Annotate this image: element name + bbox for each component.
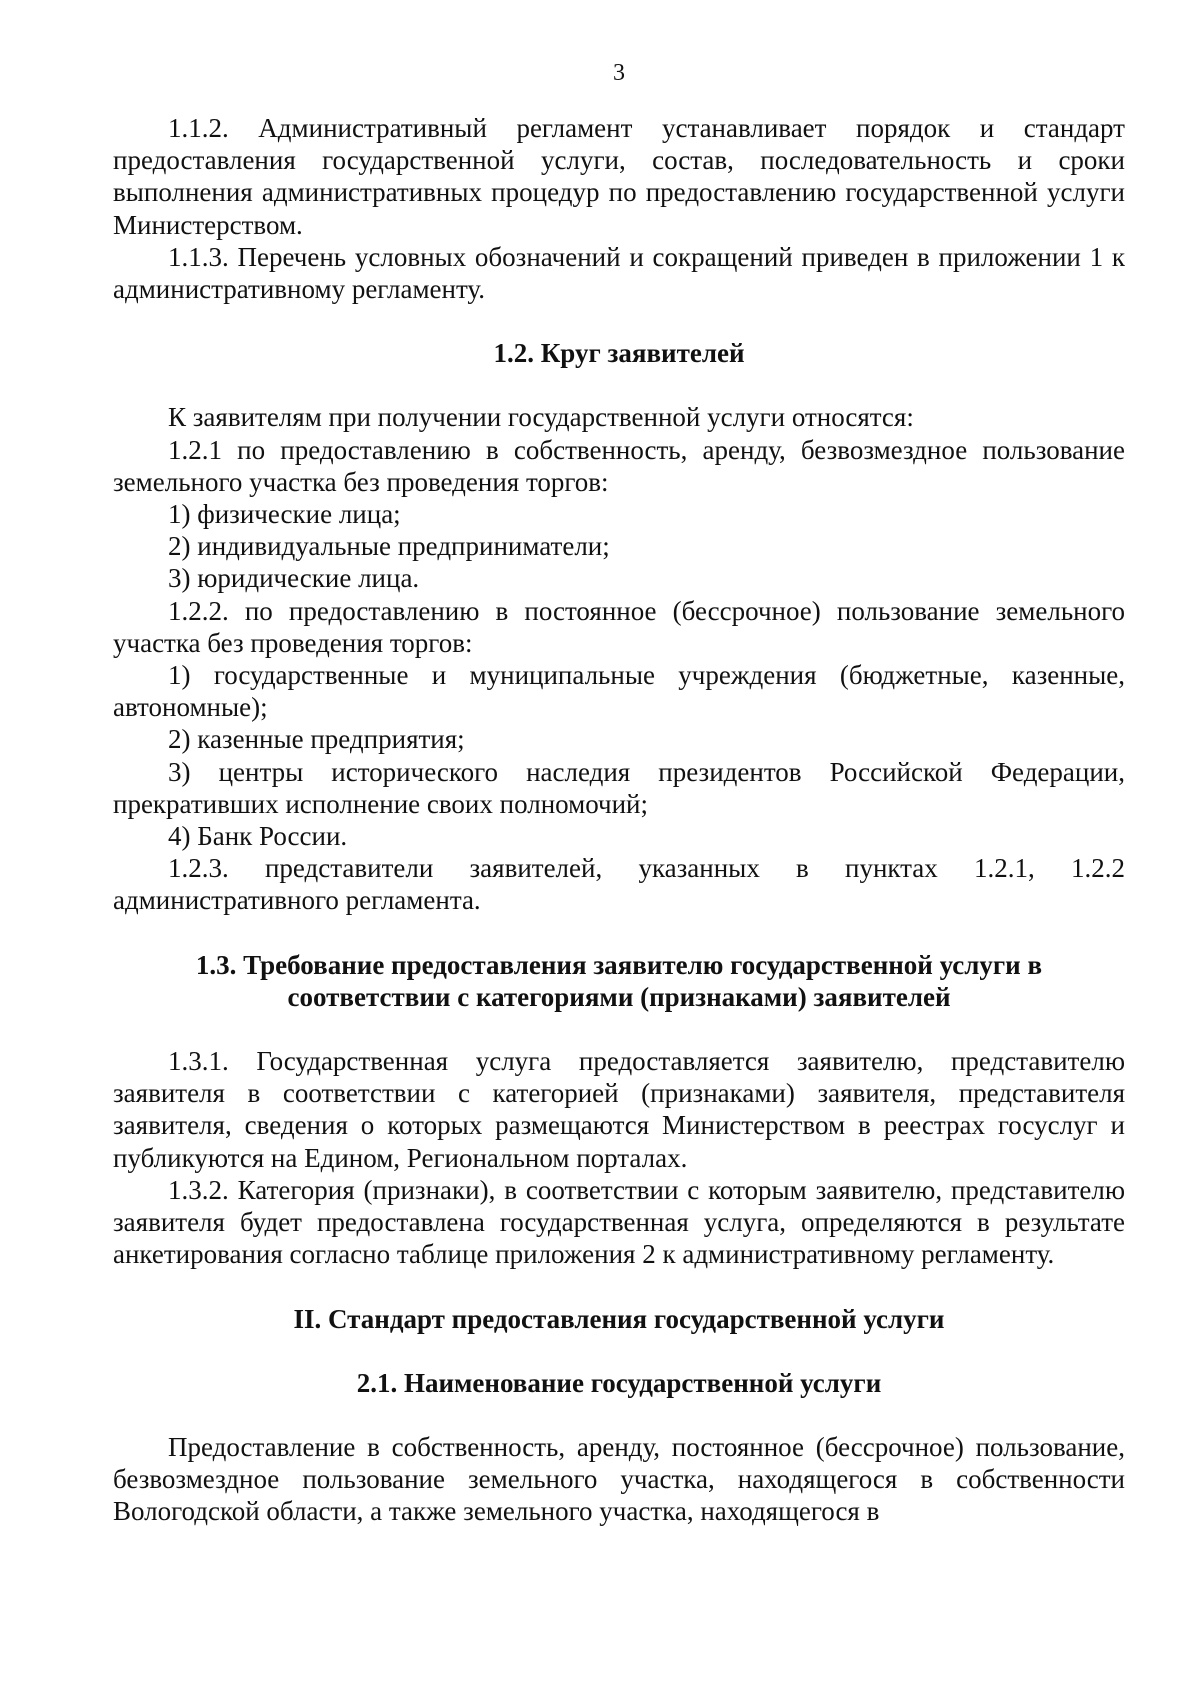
list-item-entrepreneurs: 2) индивидуальные предприниматели; — [168, 531, 610, 562]
document-page — [113, 58, 1125, 1528]
paragraph-1-3-2: 1.3.2. Категория (признаки), в соответствии с которым заявителю, представителю заявителя будет предоставлена государственная услуга, определяются в результате анкетирования согласно таблице приложения 2 к административному регламенту. — [113, 1174, 1125, 1270]
paragraph-2-1-service-name: Предоставление в собственность, аренду, постоянное (бессрочное) пользование, безвозмездное пользование земельного участка, находящегося в собственности Вологодской области, а также земельного участка, находящегося в — [113, 1431, 1125, 1527]
paragraph-1-1-2: 1.1.2. Административный регламент устанавливает порядок и стандарт предоставления государственной услуги, состав, последовательность и сроки выполнения административных процедур по предоставлению государственной услуги Министерством. — [113, 113, 1125, 240]
paragraph-1-2-1: 1.2.1 по предоставлению в собственность, аренду, безвозмездное пользование земельного участка без проведения торгов: — [113, 434, 1125, 497]
heading-1-3-line-1: 1.3. Требование предоставления заявителю государственной услуги в — [195, 949, 1043, 980]
heading-section-II: II. Стандарт предоставления государственной услуги — [293, 1303, 945, 1334]
list-item-heritage-centers: 3) центры исторического наследия президентов Российской Федерации, прекративших исполнение своих полномочий; — [113, 756, 1125, 819]
page-number: 3 — [613, 60, 625, 86]
list-item-bank-of-russia: 4) Банк России. — [168, 821, 348, 852]
list-item-individuals: 1) физические лица; — [168, 499, 401, 530]
paragraph-1-1-3: 1.1.3. Перечень условных обозначений и сокращений приведен в приложении 1 к административному регламенту. — [113, 241, 1125, 305]
heading-1-2: 1.2. Круг заявителей — [493, 338, 745, 369]
heading-2-1: 2.1. Наименование государственной услуги — [356, 1367, 882, 1398]
paragraph-applicants-intro: К заявителям при получении государственной услуги относятся: — [168, 402, 914, 433]
heading-1-3 — [113, 949, 1125, 1013]
list-item-institutions: 1) государственные и муниципальные учреждения (бюджетные, казенные, автономные); — [113, 660, 1125, 723]
list-item-legal-entities: 3) юридические лица. — [168, 563, 420, 594]
list-item-state-enterprises: 2) казенные предприятия; — [168, 724, 465, 755]
paragraph-1-2-2: 1.2.2. по предоставлению в постоянное (бессрочное) пользование земельного участка без проведения торгов: — [113, 595, 1125, 658]
paragraph-1-2-3: 1.2.3. представители заявителей, указанных в пунктах 1.2.1, 1.2.2 административного регламента. — [113, 853, 1125, 916]
paragraph-1-3-1: 1.3.1. Государственная услуга предоставляется заявителю, представителю заявителя в соответствии с категорией (признаками) заявителя, представителя заявителя, сведения о которых размещаются Министерством в реестрах госуслуг и публикуются на Едином, Региональном порталах. — [113, 1046, 1125, 1173]
heading-1-3-line-2: соответствии с категориями (признаками) заявителей — [287, 981, 951, 1012]
